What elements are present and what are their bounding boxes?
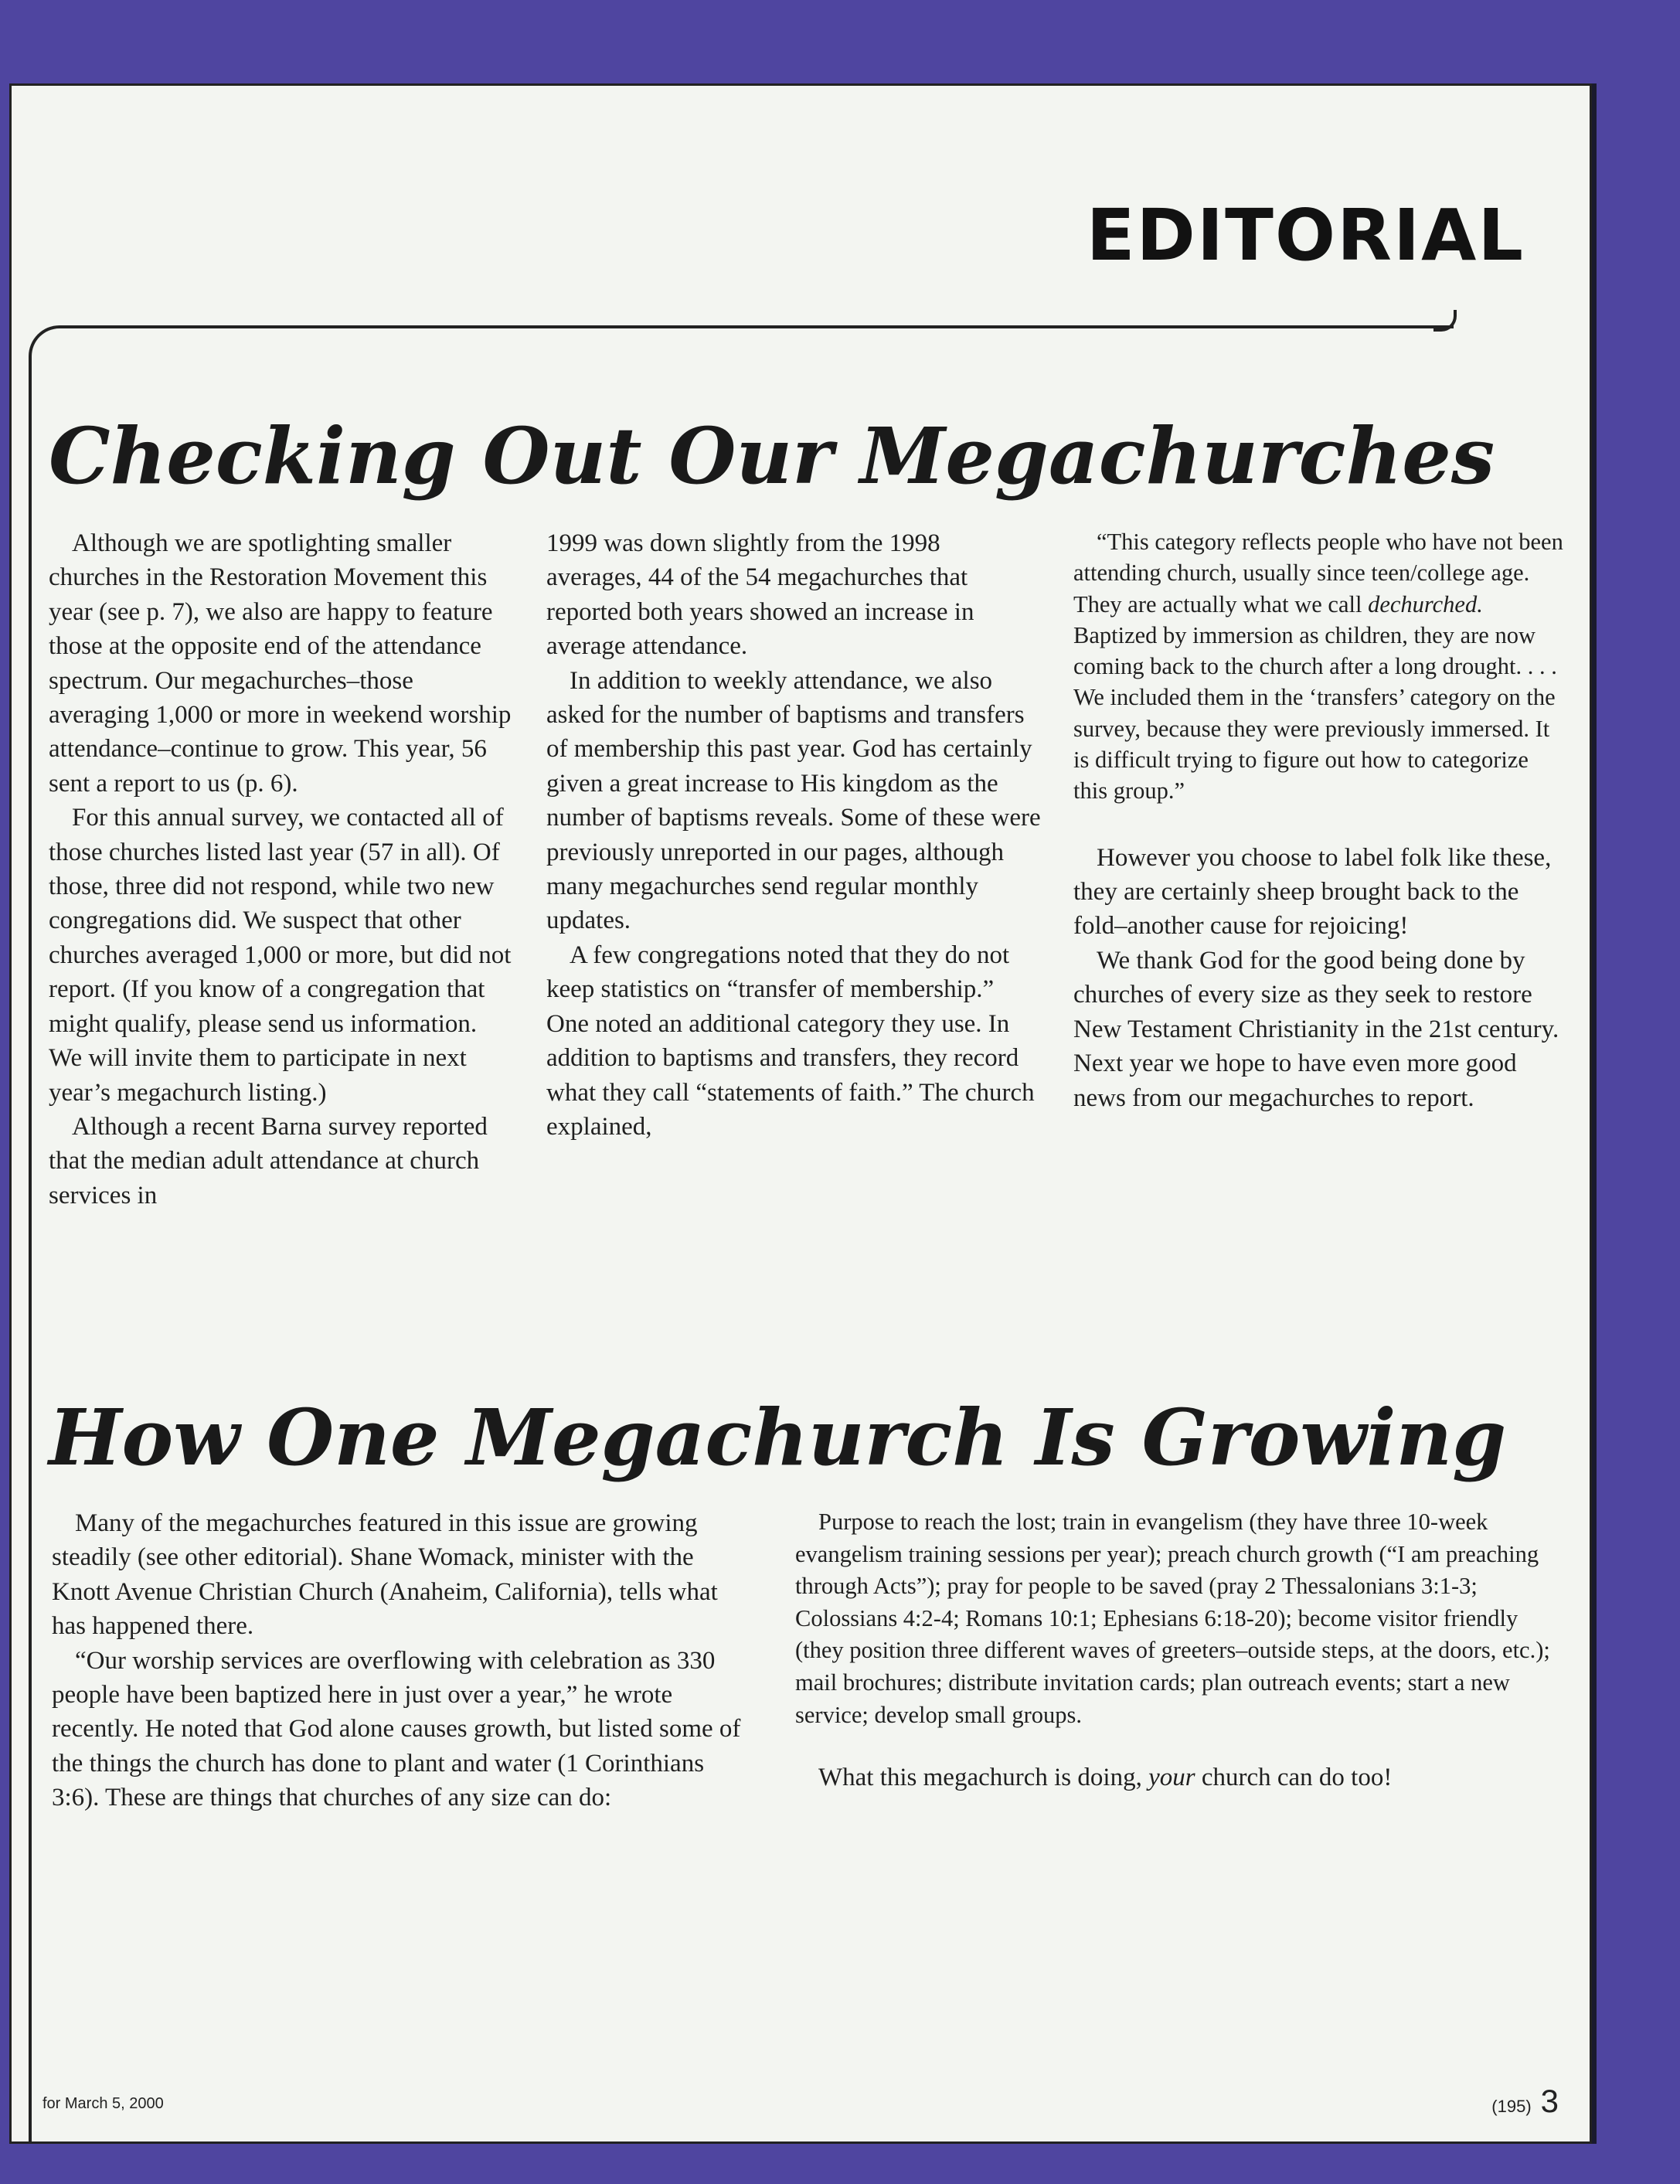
article1-headline: Checking Out Our Megachurches — [49, 410, 1495, 502]
article1-column-2 — [546, 526, 1041, 1144]
article2-column-2 — [795, 1506, 1560, 1794]
article2-headline: How One Megachurch Is Growing — [49, 1392, 1507, 1483]
paragraph: Although a recent Barna survey reported that the median adult attendance at church services in — [49, 1112, 488, 1209]
paragraph: However you choose to label folk like these, they are certainly sheep brought back to the fold–another cause for rejoicing! — [1073, 843, 1552, 941]
page-code: (195) — [1491, 2097, 1532, 2116]
paragraph: Purpose to reach the lost; train in evangelism (they have three 10-week evangelism training sessions per year); preach church growth (“I am preaching through Acts”); pray for people to be saved (pray 2 Thessalonians 3:1-3; Colossians 4:2-4; Romans 10:1; Ephesians 6:18-20); become visitor friendly (they position three different waves of greeters–outside steps, at the doors, etc.); mail brochures; distribute invitation cards; plan outreach events; start a new service; develop small groups. — [795, 1509, 1550, 1728]
issue-date: for March 5, 2000 — [43, 2095, 164, 2112]
paragraph: We thank God for the good being done by churches of every size as they seek to restore New Testament Christianity in the 21st century. Next year we hope to have even more good news from our megachurches to report. — [1073, 946, 1559, 1112]
closing-line: What this megachurch is doing, your church can do too! — [818, 1764, 1393, 1792]
paragraph: For this annual survey, we contacted all of those churches listed last year (57 in all). Of those, three did not respond, while two new congregations did. We suspect that other churches averaged 1,000 or more, but did not report. (If you know of a congregation that might qualify, please send us information. We will invite them to participate in next year’s megachurch listing.) — [49, 804, 512, 1107]
paragraph: In addition to weekly attendance, we also asked for the number of baptisms and transfers of membership this past year. God has certainly given a great increase to His kingdom as the number of baptisms reveals. Some of these were previously unreported in our pages, although many megachurches send regular monthly updates. — [546, 666, 1041, 935]
page-folio — [1491, 2083, 1559, 2120]
article1-column-1 — [49, 526, 512, 1213]
page-number: 3 — [1540, 2083, 1559, 2119]
dechurched-term: dechurched. — [1368, 590, 1483, 617]
magazine-page — [9, 83, 1592, 2144]
paragraph: Many of the megachurches featured in this issue are growing steadily (see other editorial). Shane Womack, minister with the Knott Avenue Christian Church (Anaheim, California), tells what has happened there. — [52, 1509, 718, 1641]
article1-column-3 — [1073, 526, 1568, 1115]
paragraph: Although we are spotlighting smaller churches in the Restoration Movement this year (see p. 7), we also are happy to feature those at the opposite end of the attendance spectrum. Our megachurches–those averaging 1,000 or more in weekend worship attendance–continue to grow. This year, 56 sent a report to us (p. 6). — [49, 529, 512, 798]
paragraph: 1999 was down slightly from the 1998 averages, 44 of the 54 megachurches that reported both years showed an increase in average attendance. — [546, 529, 974, 661]
emphasis-your: your — [1148, 1764, 1195, 1792]
section-label: EDITORIAL — [1086, 194, 1525, 277]
paragraph: “Our worship services are overflowing with celebration as 330 people have been baptized here in just over a year,” he wrote recently. He noted that God alone causes growth, but listed some of the things the church has done to plant and water (1 Corinthians 3:6). These are things that churches of any size can do: — [52, 1646, 741, 1812]
church-quote: “This category reflects people who have not been attending church, usually since teen/college age. They are actually what we call dechurched. Baptized by immersion as children, they are now coming back to the church after a long drought. . . . We included them in the ‘transfers’ category on the survey, because they were previously immersed. It is difficult trying to figure out how to categorize this group.” — [1073, 529, 1563, 805]
paragraph: A few congregations noted that they do not keep statistics on “transfer of membership.” One noted an additional category they use. In addition to baptisms and transfers, they record what they call “statements of faith.” The church explained, — [546, 941, 1035, 1141]
article2-column-1 — [52, 1506, 747, 1815]
